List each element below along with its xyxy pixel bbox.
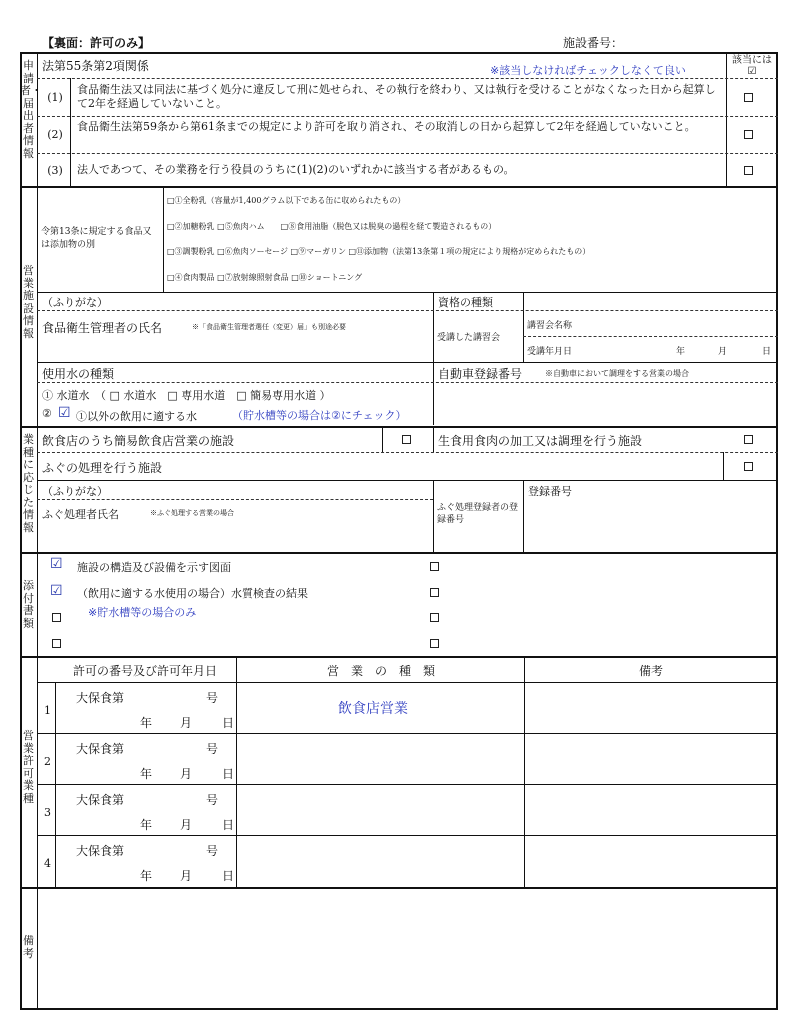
year-label: 年: [140, 869, 153, 883]
business-side-label: 業種に応じた情報: [23, 433, 34, 534]
day-label: 日: [222, 869, 235, 883]
raw-meat-label: 生食用食肉の加工又は調理を行う施設: [438, 434, 643, 448]
manager-note: ※「食品衛生管理者選任（変更）届」も別途必要: [192, 323, 346, 331]
course-name-label: 講習会名称: [527, 321, 573, 331]
item-num: (2): [47, 128, 63, 141]
vehicle-label: 自動車登録番号: [438, 367, 523, 381]
month-label: 月: [180, 818, 193, 832]
fugu-facility-label: ふぐの処理を行う施設: [42, 461, 163, 475]
applicable-checkbox-3[interactable]: [744, 165, 753, 178]
water-option-2-label: ①以外の飲用に適する水: [76, 410, 197, 423]
month-label: 月: [718, 347, 728, 357]
attachment-checkbox[interactable]: [52, 638, 61, 651]
permit-row-num: 4: [44, 857, 51, 870]
col-business-type: 営 業 の 種 類: [326, 664, 435, 678]
day-label: 日: [222, 818, 235, 832]
water-note: （貯水槽等の場合は②にチェック）: [232, 409, 407, 422]
law-label: 法第55条第2項関係: [42, 59, 149, 73]
day-label: 日: [222, 716, 235, 730]
item-text: 食品衛生法又は同法に基づく処分に違反して刑に処せられ、その執行を終わり、又は執行を受けることがなくなった日から起算して2年を経過していないこと。: [77, 83, 716, 110]
applicable-check-icon: ☑: [747, 66, 757, 77]
facility-number-label: 施設番号：: [563, 36, 624, 50]
permit-prefix: 大保食第: [76, 742, 125, 756]
attachment-checkbox[interactable]: [430, 612, 439, 625]
permit-go: 号: [206, 844, 219, 858]
attachment-check-icon[interactable]: ☑: [50, 556, 63, 572]
col-remarks: 備考: [638, 664, 663, 678]
furigana-label: （ふりがな）: [42, 296, 108, 309]
item-text: 食品衛生法第59条から第61条までの規定により許可を取り消され、その取消しの日から起算して2年を経過していないこと。: [77, 120, 696, 133]
permit-row-num: 1: [44, 704, 51, 717]
applicable-checkbox-2[interactable]: [744, 129, 753, 142]
attachment-checkbox[interactable]: [430, 638, 439, 651]
attachment-checkbox[interactable]: [430, 561, 439, 574]
attachment-checkbox[interactable]: [430, 587, 439, 600]
simple-restaurant-checkbox[interactable]: [402, 434, 411, 447]
course-label: 受講した講習会: [437, 333, 501, 343]
applicant-note: ※該当しなければチェックしなくて良い: [490, 64, 686, 77]
applicable-header: 該当には ☑: [732, 55, 772, 77]
page-title: 【裏面：許可のみ】: [42, 36, 151, 50]
additive-options[interactable]: □①全粉乳（容量が1,400グラム以下である缶に収められたもの）: [167, 196, 406, 205]
simple-restaurant-label: 飲食店のうち簡易飲食店営業の施設: [42, 434, 235, 448]
month-label: 月: [180, 869, 193, 883]
facility-side-label: 営業施設情報: [23, 264, 34, 340]
additive-options[interactable]: □④食肉製品 □⑦放射線照射食品 □⑩ショートニング: [167, 273, 363, 282]
additive-options[interactable]: □②加糖粉乳 □⑤魚肉ハム □⑧食用油脂（脱色又は脱臭の過程を経て製造されるもの）: [167, 222, 497, 231]
permit-go: 号: [206, 793, 219, 807]
side-column-divider: [37, 52, 38, 1010]
year-label: 年: [140, 818, 153, 832]
item-text: 法人であつて、その業務を行う役員のうちに(1)(2)のいずれかに該当する者があるもの。: [77, 163, 515, 176]
registration-no-label: 登録番号: [528, 485, 572, 498]
water-option-2-num: ②: [42, 407, 52, 420]
attachments-side-label: 添付書類: [23, 579, 34, 630]
month-label: 月: [180, 716, 193, 730]
vehicle-note: ※自動車において調理をする営業の場合: [545, 369, 689, 378]
water-type-label: 使用水の種類: [42, 367, 115, 381]
day-label: 日: [762, 347, 772, 357]
course-date-label: 受講年月日: [527, 347, 573, 357]
year-label: 年: [140, 716, 153, 730]
remarks-side-label: 備考: [23, 934, 34, 960]
permit-prefix: 大保食第: [76, 793, 125, 807]
year-label: 年: [140, 767, 153, 781]
year-label: 年: [676, 347, 686, 357]
permit-row-num: 2: [44, 755, 51, 768]
additive-options[interactable]: □③調製粉乳 □⑥魚肉ソーセージ □⑨マーガリン □⑪添加物（法第13条第１項の規定により規格が定められたもの）: [167, 247, 591, 256]
fugu-facility-checkbox[interactable]: [744, 461, 753, 474]
permits-side-label: 営業許可業種: [23, 729, 34, 805]
fugu-reg-label: ふぐ処理登録者の登録番号: [437, 503, 519, 525]
col-permit-number: 許可の番号及び許可年月日: [72, 664, 217, 678]
fugu-note: ※ふぐ処理する営業の場合: [150, 509, 234, 517]
attachment-check-icon[interactable]: ☑: [50, 583, 63, 599]
permit-row-num: 3: [44, 806, 51, 819]
attachment-item-1: 施設の構造及び設備を示す図面: [77, 561, 231, 574]
business-type-value: 飲食店営業: [338, 701, 408, 717]
applicable-checkbox-1[interactable]: [744, 92, 753, 105]
attachment-note: ※貯水槽等の場合のみ: [88, 606, 197, 619]
item-num: (3): [47, 164, 63, 177]
permit-go: 号: [206, 742, 219, 756]
permit-go: 号: [206, 691, 219, 705]
item-num: (1): [47, 91, 63, 104]
qualification-label: 資格の種類: [438, 296, 493, 309]
water-option-2-check-icon[interactable]: ☑: [58, 405, 71, 421]
fugu-furigana-label: （ふりがな）: [42, 485, 108, 498]
raw-meat-checkbox[interactable]: [744, 434, 753, 447]
day-label: 日: [222, 767, 235, 781]
manager-name-label: 食品衛生管理者の氏名: [42, 321, 163, 335]
additive-label: 令第13条に規定する食品又は添加物の別: [41, 227, 152, 250]
water-option-1[interactable]: ① 水道水 （ □ 水道水 □ 専用水道 □ 簡易専用水道 ）: [42, 389, 331, 402]
applicant-side-label: 申請者・届出者情報: [20, 59, 42, 160]
attachment-item-2: （飲用に適する水使用の場合）水質検査の結果: [77, 587, 308, 600]
permit-prefix: 大保食第: [76, 844, 125, 858]
attachment-checkbox[interactable]: [52, 612, 61, 625]
fugu-person-label: ふぐ処理者氏名: [42, 508, 119, 521]
month-label: 月: [180, 767, 193, 781]
permit-prefix: 大保食第: [76, 691, 125, 705]
